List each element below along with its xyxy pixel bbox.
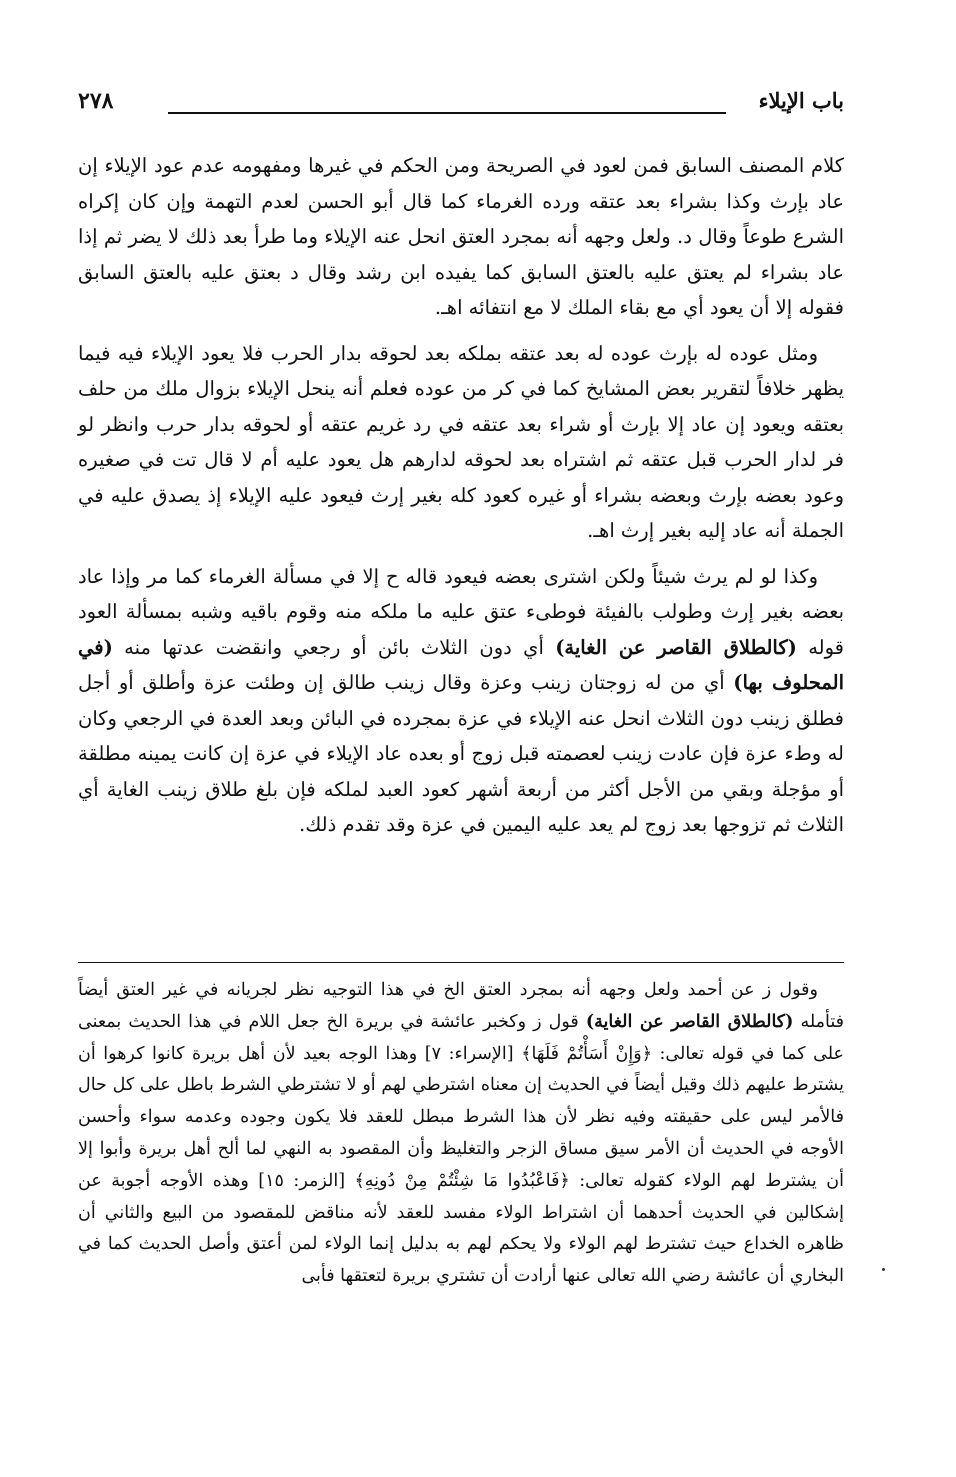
paragraph-3-text-e: أي من له زوجتان زينب وعزة وقال زينب طالق إن وطئت عزة وأطلق أو أجل فطلق زينب دون الثلاث انحل عنه الإيلاء في عزة بمجرده في البائن وبعد العدة في الرجعي وكان له وطء عزة فإن عادت زينب لعصمته قبل زوج أو بعده عاد الإيلاء في عزة إن كانت يمينه مطلقة أو مؤجلة وبقي من الأجل أكثر من أربعة أشهر كعود العبد لملكه فإن بلغ طلاق زينب الغاية أي الثلاث ثم تزوجها بعد زوج لم يعد عليه اليمين في عزة وقد تقدم ذلك. bbox=[78, 671, 844, 836]
matn-quote-1: (كالطلاق القاصر عن الغاية) bbox=[555, 635, 797, 659]
footnote-separator bbox=[78, 962, 844, 963]
quran-verse-1: ﴿وَإِنْ أَسَأْتُمْ فَلَهَا﴾ bbox=[521, 1043, 652, 1064]
paragraph-3-text-c: أي دون الثلاث بائن أو رجعي وانقضت عدتها منه bbox=[124, 635, 544, 659]
footnote-text-d: [الإسراء: ٧] وهذا الوجه بعيد لأن أهل بريرة كانوا كرهوا أن يشترط عليهم ذلك وقيل أيضاً في الحديث إن معناه اشترطي لهم أو لا تشترطي الشرط باطل على كل حال فالأمر ليس على حقيقته وفيه نظر لأن هذا الشرط مبطل للعقد فلا يكون وجوده وعدمه سواء وأحسن الأوجه في الحديث أن الأمر سيق مساق الزجر والتغليظ وأن المقصود به النهي لما ألح أهل بريرة وأبوا إلا أن يشترط لهم الولاء كقوله تعالى: bbox=[78, 1043, 844, 1191]
footnote-text-e: [الزمر: ١٥] وهذه الأوجه أجوبة عن إشكالين في الحديث أحدهما أن اشتراط الولاء مفسد للعقد لأنه مناقض للمقصود من البيع والثاني أن ظاهره الخداع حيث تشترط لهم الولاء ولا يحكم لهم به بدليل إنما الولاء لمن أعتق وأصل الحديث كما في البخاري أن عائشة رضي الله تعالى عنها أرادت أن تشتري بريرة لتعتقها فأبى bbox=[78, 1170, 844, 1287]
footnote-paragraph bbox=[78, 975, 844, 1293]
main-text bbox=[78, 148, 844, 853]
page-header bbox=[78, 86, 844, 120]
matn-quote-2: (في المحلوف بها) bbox=[78, 635, 844, 694]
quran-verse-2: ﴿فَاعْبُدُوا مَا شِئْتُمْ مِنْ دُونِهِ﴾ bbox=[354, 1170, 570, 1191]
paragraph-3-text-a: وكذا لو لم يرث شيئاً ولكن اشترى بعضه فيعود قاله ح إلا في مسألة الغرماء كما مر وإذا عاد بعضه بغير إرث وطولب بالفيئة فوطىء عتق عليه ما ملكه منه وقوم باقيه وشبه بمسألة العود قوله bbox=[78, 564, 844, 659]
margin-dot bbox=[882, 1268, 885, 1271]
footnote-text-c: قول ز وكخبر عائشة في بريرة الخ جعل اللام في هذا الحديث بمعنى على كما في قوله تعالى: bbox=[78, 1011, 844, 1064]
paragraph-1: كلام المصنف السابق فمن لعود في الصريحة ومن الحكم في غيرها ومفهومه عدم عود الإيلاء إن عاد بإرث وكذا بشراء بعد عتقه ورده الغرماء كما قال أبو الحسن لعدم التهمة وإن كان إكراه الشرع طوعاً وقال د. ولعل وجهه أنه بمجرد العتق انحل عنه الإيلاء وما طرأ بعد ذلك لا يضر ثم إذا عاد بشراء لم يعتق عليه بالعتق السابق كما يفيده ابن رشد وقال د بعتق عليه بالعتق السابق فقوله إلا أن يعود أي مع بقاء الملك لا مع انتفائه اهـ. bbox=[78, 154, 844, 319]
book-page bbox=[78, 0, 844, 1477]
footnote-text-a: وقول ز عن أحمد ولعل وجهه أنه بمجرد العتق الخ في هذا التوجيه نظر لجريانه في غير العتق أيضاً فتأمله bbox=[78, 980, 844, 1032]
footnotes bbox=[78, 975, 844, 1293]
paragraph-3 bbox=[78, 559, 844, 843]
paragraph-2: ومثل عوده له بإرث عوده له بعد عتقه بملكه بعد لحوقه بدار الحرب فلا يعود الإيلاء فيه فيما يظهر خلافاً لتقرير بعض المشايخ كما في كر من عوده فعلم أنه ينحل الإيلاء بزوال ملك من حلف بعتقه ويعود إن عاد إلا بإرث أو شراء بعد عتقه في رد غريم عتقه أو لحوقه بدار حرب وانظر لو فر لدار الحرب قبل عتقه ثم اشتراه بعد لحوقه لدارهم هل يعود عليه أم لا قال تت في صغيره وعود بعضه بإرث وبعضه بشراء أو غيره كعود كله بغير إرث فيعود عليه الإيلاء إذ يصدق عليه في الجملة أنه عاد إليه بغير إرث اهـ. bbox=[78, 341, 844, 542]
footnote-matn-quote: (كالطلاق القاصر عن الغاية) bbox=[585, 1011, 794, 1032]
page-number: ٢٧٨ bbox=[78, 88, 114, 114]
chapter-title: باب الإيلاء bbox=[758, 88, 844, 113]
header-rule bbox=[168, 112, 726, 114]
